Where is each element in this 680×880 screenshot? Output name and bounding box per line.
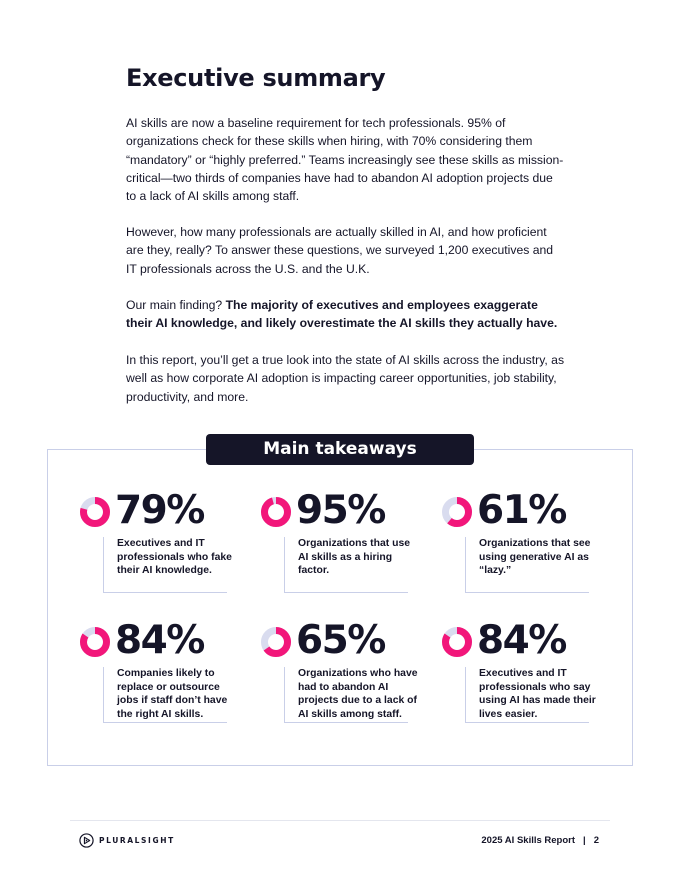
footer-separator: | — [583, 835, 586, 846]
footer-divider — [70, 820, 610, 821]
report-paragraph: In this report, you’ll get a true look into the state of AI skills across the industry, as well as how corporate AI adoption is impacting career opportunities, job stability, productivity, and more. — [126, 353, 565, 404]
donut-chart-icon — [441, 496, 473, 528]
stat-percentage: 79% — [115, 488, 204, 533]
stat-description: Companies likely to replace or outsource jobs if staff don’t have the right AI skills. — [117, 668, 228, 720]
takeaway-stat — [260, 618, 440, 734]
stat-description-box — [103, 537, 232, 593]
takeaway-stat — [441, 618, 621, 734]
stat-description-box — [284, 667, 418, 723]
finding-paragraph — [126, 296, 566, 333]
stat-description-box — [465, 667, 596, 723]
stat-percentage: 84% — [477, 618, 566, 663]
pluralsight-logo-icon — [79, 833, 94, 848]
page-title: Executive summary — [126, 64, 386, 92]
stat-description: Executives and IT professionals who fake their AI knowledge. — [117, 538, 232, 576]
stat-percentage: 84% — [115, 618, 204, 663]
stat-description: Organizations that see using generative AI as “lazy.” — [479, 538, 591, 576]
intro-paragraph: AI skills are now a baseline requirement for tech professionals. 95% of organizations check for these skills when hiring, with 70% considering them “mandatory” or “highly preferred.” Teams increasingly see these skills as mission-critical—two thirds of companies have had to abandon AI adoption projects due to a lack of AI skills among staff. — [126, 116, 564, 204]
donut-chart-icon — [441, 626, 473, 658]
takeaways-header: Main takeaways — [206, 434, 474, 465]
takeaway-stat — [79, 618, 259, 734]
brand-logo — [79, 832, 175, 848]
donut-chart-icon — [79, 496, 111, 528]
finding-bold: The majority of executives and employees exaggerate their AI knowledge, and likely overestimate the AI skills they actually have. — [126, 298, 558, 331]
report-name: 2025 AI Skills Report — [481, 835, 576, 846]
stat-percentage: 95% — [296, 488, 385, 533]
stat-percentage: 65% — [296, 618, 385, 663]
donut-value-arc — [265, 501, 288, 524]
stat-description: Organizations that use AI skills as a hiring factor. — [298, 538, 411, 576]
takeaway-stat — [79, 488, 259, 604]
stat-description: Executives and IT professionals who say using AI has made their lives easier. — [479, 668, 596, 720]
brand-name: PLURALSIGHT — [99, 835, 175, 845]
stat-description-box — [103, 667, 227, 723]
finding-lead: Our main finding? — [126, 298, 226, 312]
stat-description-box — [284, 537, 411, 593]
takeaway-stat — [441, 488, 621, 604]
stat-description-box — [465, 537, 589, 593]
question-paragraph: However, how many professionals are actually skilled in AI, and how proficient are they, really? To answer these questions, we surveyed 1,200 executives and IT professionals across the U.S. and the U.K. — [126, 225, 554, 276]
stat-percentage: 61% — [477, 488, 566, 533]
page-number: 2 — [593, 835, 599, 846]
donut-chart-icon — [79, 626, 111, 658]
donut-chart-icon — [260, 626, 292, 658]
footer-report-info — [481, 835, 599, 846]
stat-description: Organizations who have had to abandon AI projects due to a lack of AI skills among staff. — [298, 668, 418, 720]
takeaway-stat — [260, 488, 440, 604]
donut-chart-icon — [260, 496, 292, 528]
